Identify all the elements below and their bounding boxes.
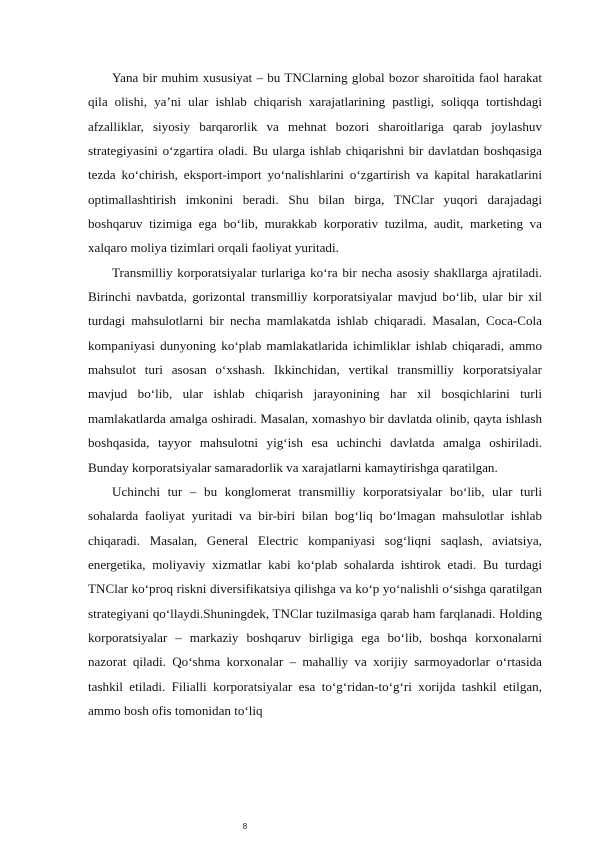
paragraph-tnc-types: Transmilliy korporatsiyalar turlariga ko‘ra bir necha asosiy shakllarga ajratiladi. Birinchi navbatda, gorizontal transmilliy korporatsiyalar mavjud bo‘lib, ular bir xil turdagi mahsulotlarni bir necha mamlakatda ishlab chiqaradi. Masalan, Coca-Cola kompaniyasi dunyoning ko‘plab mamlakatlarida ichimliklar ishlab chiqaradi, ammo mahsulot turi asosan o‘xshash. Ikkinchidan, vertikal transmilliy korporatsiyalar mavjud bo‘lib, ular ishlab chiqarish jarayonining har xil bosqichlarini turli mamlakatlarda amalga oshiradi. Masalan, xomashyo bir davlatda olinib, qayta ishlash boshqasida, tayyor mahsulotni yig‘ish esa uchinchi davlatda amalga oshiriladi. Bunday korporatsiyalar samaradorlik va xarajatlarni kamaytirishga qaratilgan. (88, 264, 542, 475)
paragraph-global-strategy: Yana bir muhim xususiyat – bu TNClarning global bozor sharoitida faol harakat qila olishi, ya’ni ular ishlab chiqarish xarajatlarining pastligi, soliqqa tortishdagi afzalliklar, siyosiy barqarorlik va mehnat bozori sharoitlariga qarab joylashuv strategiyasini o‘zgartira oladi. Bu ularga ishlab chiqarishni bir davlatdan boshqasiga tezda ko‘chirish, eksport-import yo‘nalishlarini o‘zgartirish va kapital harakatlarini optimallashtirish imkonini beradi. Shu bilan birga, TNClar yuqori darajadagi boshqaruv tizimiga ega bo‘lib, murakkab korporativ tuzilma, audit, marketing va xalqaro moliya tizimlari orqali faoliyat yuritadi. (88, 70, 542, 256)
document-body (88, 66, 542, 723)
paragraph-conglomerate: Uchinchi tur – bu konglomerat transmilliy korporatsiyalar bo‘lib, ular turli sohalarda faoliyat yuritadi va bir-biri bilan bog‘liq bo‘lmagan mahsulotlar ishlab chiqaradi. Masalan, General Electric kompaniyasi sog‘liqni saqlash, aviatsiya, energetika, moliyaviy xizmatlar kabi ko‘plab sohalarda ishtirok etadi. Bu turdagi TNClar ko‘proq riskni diversifikatsiya qilishga va ko‘p yo‘nalishli o‘sishga qaratilgan strategiyani qo‘llaydi.Shuningdek, TNClar tuzilmasiga qarab ham farqlanadi. Holding korporatsiyalar – markaziy boshqaruv birligiga ega bo‘lib, boshqa korxonalarni nazorat qiladi. Qo‘shma korxonalar – mahalliy va xorijiy sarmoyadorlar o‘rtasida tashkil etiladi. Filialli korporatsiyalar esa to‘g‘ridan-to‘g‘ri xorijda tashkil etilgan, ammo bosh ofis tomonidan to‘liq (88, 483, 542, 718)
page-number: 8 (242, 822, 248, 831)
